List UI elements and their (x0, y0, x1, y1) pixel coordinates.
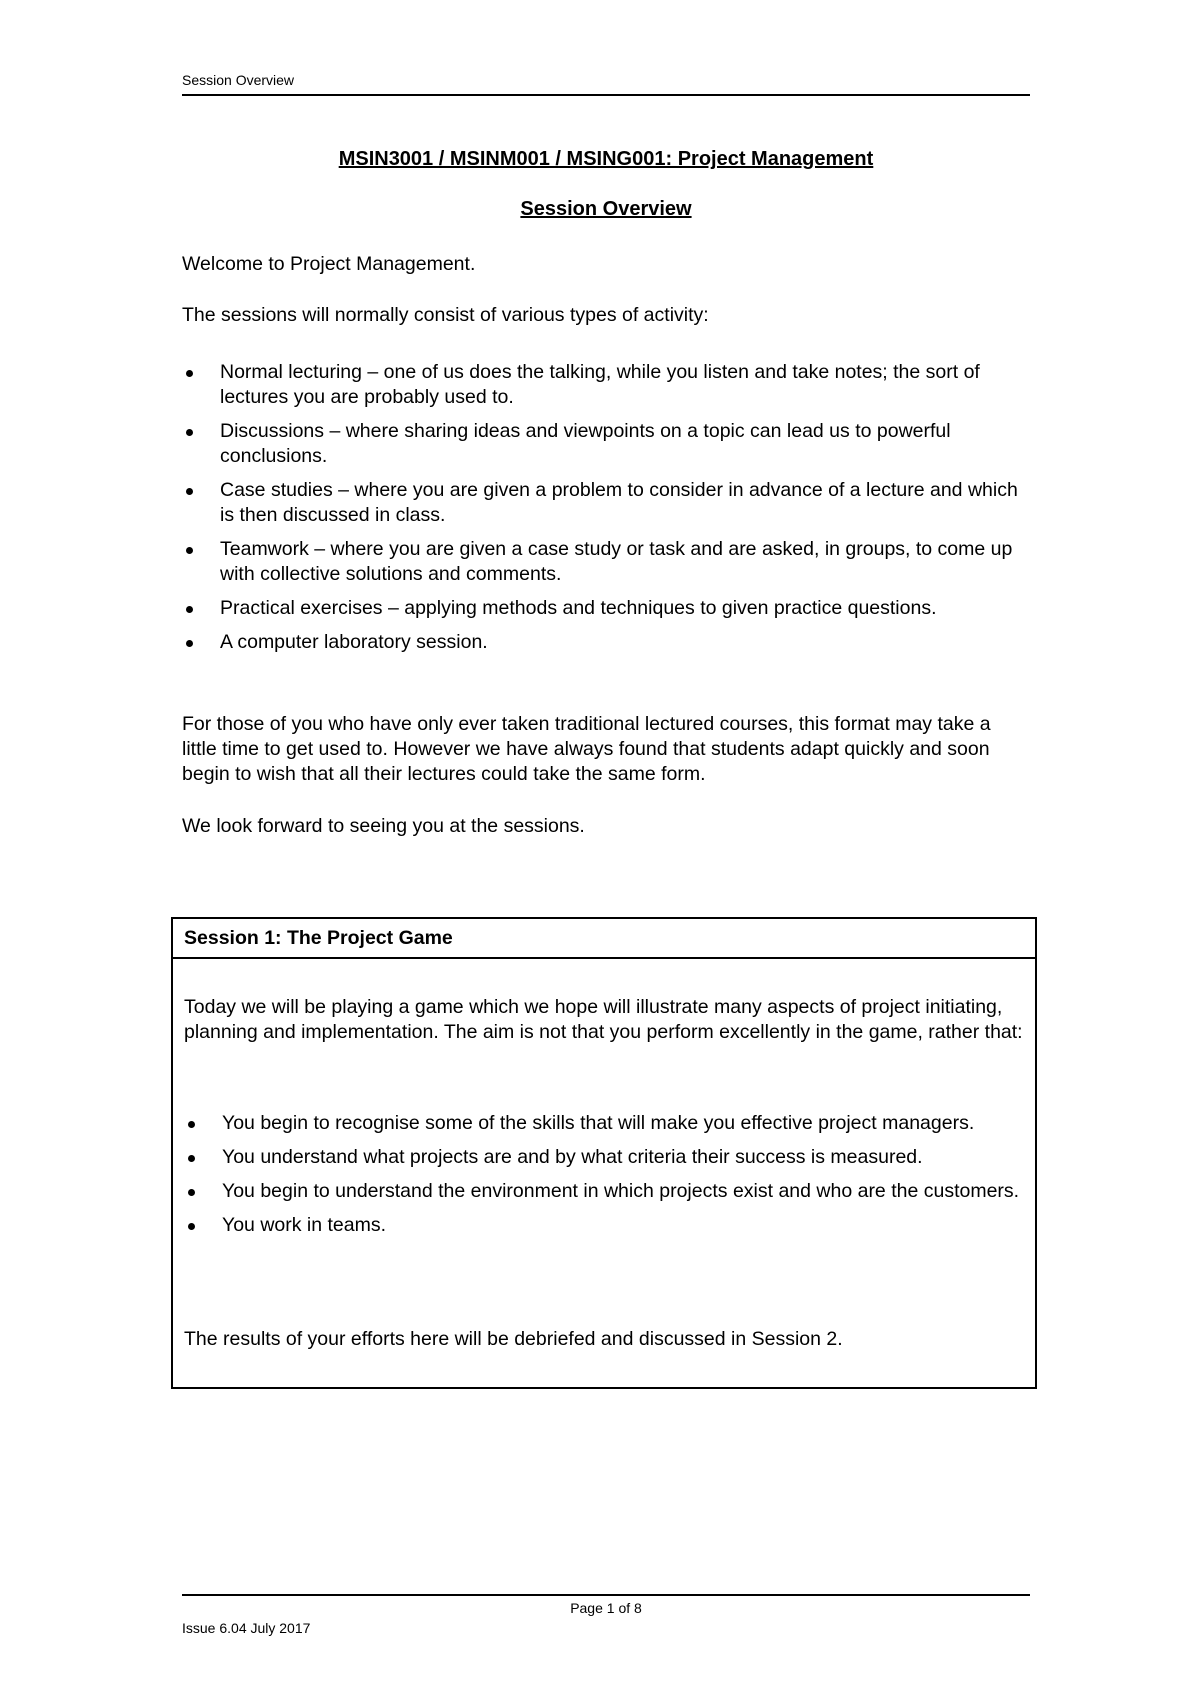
format-note: For those of you who have only ever taken traditional lectured courses, this format may take a little time to get used to. However we have always found that students adapt quickly and soon begin to wish that all their lectures could take the same form. (182, 713, 991, 785)
session-1-box (171, 917, 1037, 1389)
list-item: You work in teams. (184, 1213, 1024, 1238)
session-1-heading: Session 1: The Project Game (173, 919, 1035, 959)
list-item: Normal lecturing – one of us does the talking, while you listen and take notes; the sort of lectures you are probably used to. (182, 360, 1030, 410)
list-item: A computer laboratory session. (182, 630, 1030, 655)
closing-text: We look forward to seeing you at the sessions. (182, 815, 585, 837)
course-title: MSIN3001 / MSINM001 / MSING001: Project Management (338, 148, 874, 170)
list-item: Case studies – where you are given a problem to consider in advance of a lecture and which is then discussed in class. (182, 478, 1030, 528)
bullet-icon (186, 488, 193, 495)
bullet-icon (188, 1155, 195, 1162)
bullet-icon (188, 1121, 195, 1128)
bullet-icon (186, 640, 193, 647)
session-1-result: The results of your efforts here will be debriefed and discussed in Session 2. (184, 1328, 843, 1350)
session-1-goals (184, 1111, 1024, 1247)
activity-list (182, 360, 1030, 664)
running-title: Session Overview (182, 72, 295, 88)
list-item: You understand what projects are and by what criteria their success is measured. (184, 1145, 1024, 1170)
list-item: Teamwork – where you are given a case study or task and are asked, in groups, to come up with collective solutions and comments. (182, 537, 1030, 587)
issue-info: Issue 6.04 July 2017 (182, 1620, 311, 1636)
page-number: Page 1 of 8 (570, 1600, 642, 1616)
running-header (182, 72, 1030, 96)
list-item: Discussions – where sharing ideas and viewpoints on a topic can lead us to powerful conclusions. (182, 419, 1030, 469)
footer-divider (182, 1594, 1030, 1596)
bullet-icon (186, 429, 193, 436)
list-item: You begin to recognise some of the skills that will make you effective project managers. (184, 1111, 1024, 1136)
list-item: Practical exercises – applying methods and techniques to given practice questions. (182, 596, 1030, 621)
bullet-icon (186, 370, 193, 377)
welcome-text: Welcome to Project Management. (182, 253, 476, 275)
intro-text: The sessions will normally consist of various types of activity: (182, 304, 709, 326)
list-item: You begin to understand the environment in which projects exist and who are the customers. (184, 1179, 1024, 1204)
bullet-icon (188, 1189, 195, 1196)
bullet-icon (188, 1223, 195, 1230)
bullet-icon (186, 547, 193, 554)
section-title: Session Overview (520, 198, 692, 220)
bullet-icon (186, 606, 193, 613)
session-1-intro: Today we will be playing a game which we hope will illustrate many aspects of project initiating, planning and implementation. The aim is not that you perform excellently in the game, rather that: (184, 996, 1023, 1043)
